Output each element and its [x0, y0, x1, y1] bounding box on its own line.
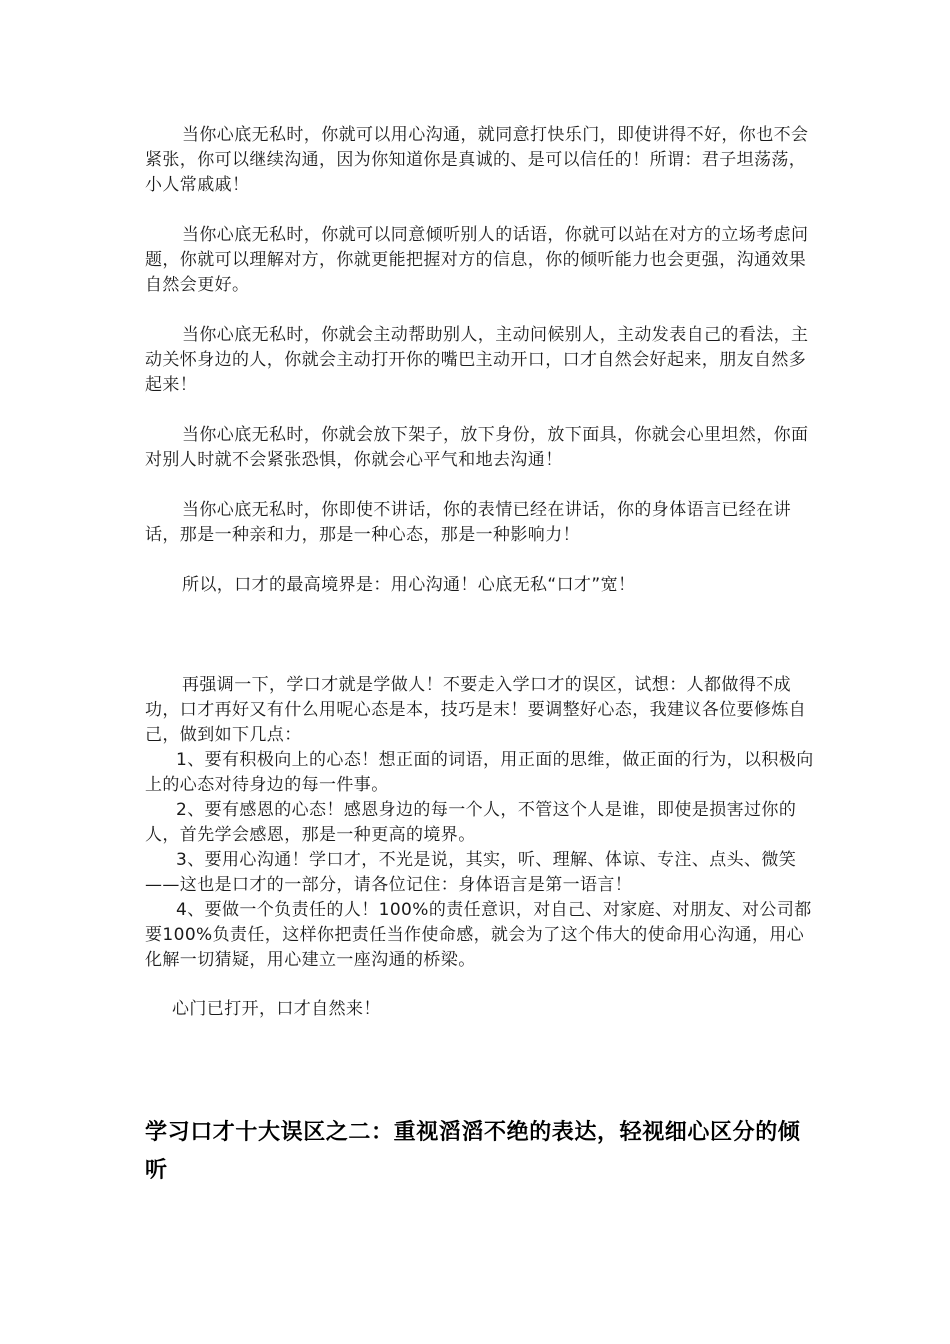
section-heading: 学习口才十大误区之二：重视滔滔不绝的表达，轻视细心区分的倾听 [145, 1120, 801, 1183]
paragraph-conclusion: 所以，口才的最高境界是：用心沟通！心底无私“口才”宽！ [182, 575, 636, 595]
paragraph-3: 当你心底无私时，你就会主动帮助别人，主动问候别人，主动发表自己的看法，主动关怀身边的人，你就会主动打开你的嘴巴主动开口，口才自然会好起来，朋友自然多起来！ [145, 325, 809, 395]
point-4: 4、要做一个负责任的人！100%的责任意识，对自己、对家庭、对朋友、对公司都要100%负责任，这样你把责任当作使命感，就会为了这个伟大的使命用心沟通，用心化解一切猜疑，用心建立一座沟通的桥梁。 [145, 900, 812, 970]
paragraph-5: 当你心底无私时，你即使不讲话，你的表情已经在讲话，你的身体语言已经在讲话，那是一种亲和力，那是一种心态，那是一种影响力！ [145, 500, 791, 545]
point-3: 3、要用心沟通！学口才，不光是说，其实，听、理解、体谅、专注、点头、微笑——这也是口才的一部分，请各位记住：身体语言是第一语言！ [145, 850, 797, 895]
closing-line: 心门已打开，口才自然来！ [172, 999, 381, 1019]
paragraph-4: 当你心底无私时，你就会放下架子，放下身份，放下面具，你就会心里坦然，你面对别人时就不会紧张恐惧，你就会心平气和地去沟通！ [145, 425, 809, 470]
point-1: 1、要有积极向上的心态！想正面的词语，用正面的思维，做正面的行为，以积极向上的心态对待身边的每一件事。 [145, 750, 814, 795]
paragraph-2: 当你心底无私时，你就可以同意倾听别人的话语，你就可以站在对方的立场考虑问题，你就可以理解对方，你就更能把握对方的信息，你的倾听能力也会更强，沟通效果自然会更好。 [145, 225, 809, 295]
emphasis-intro: 再强调一下，学口才就是学做人！不要走入学口才的误区，试想：人都做得不成功，口才再好又有什么用呢心态是本，技巧是末！要调整好心态，我建议各位要修炼自己，做到如下几点： [145, 675, 807, 745]
point-2: 2、要有感恩的心态！感恩身边的每一个人，不管这个人是谁，即使是损害过你的人，首先学会感恩，那是一种更高的境界。 [145, 800, 797, 845]
paragraph-1: 当你心底无私时，你就可以用心沟通，就同意打快乐门，即使讲得不好，你也不会紧张，你可以继续沟通，因为你知道你是真诚的、是可以信任的！所谓：君子坦荡荡，小人常戚戚！ [145, 125, 809, 195]
